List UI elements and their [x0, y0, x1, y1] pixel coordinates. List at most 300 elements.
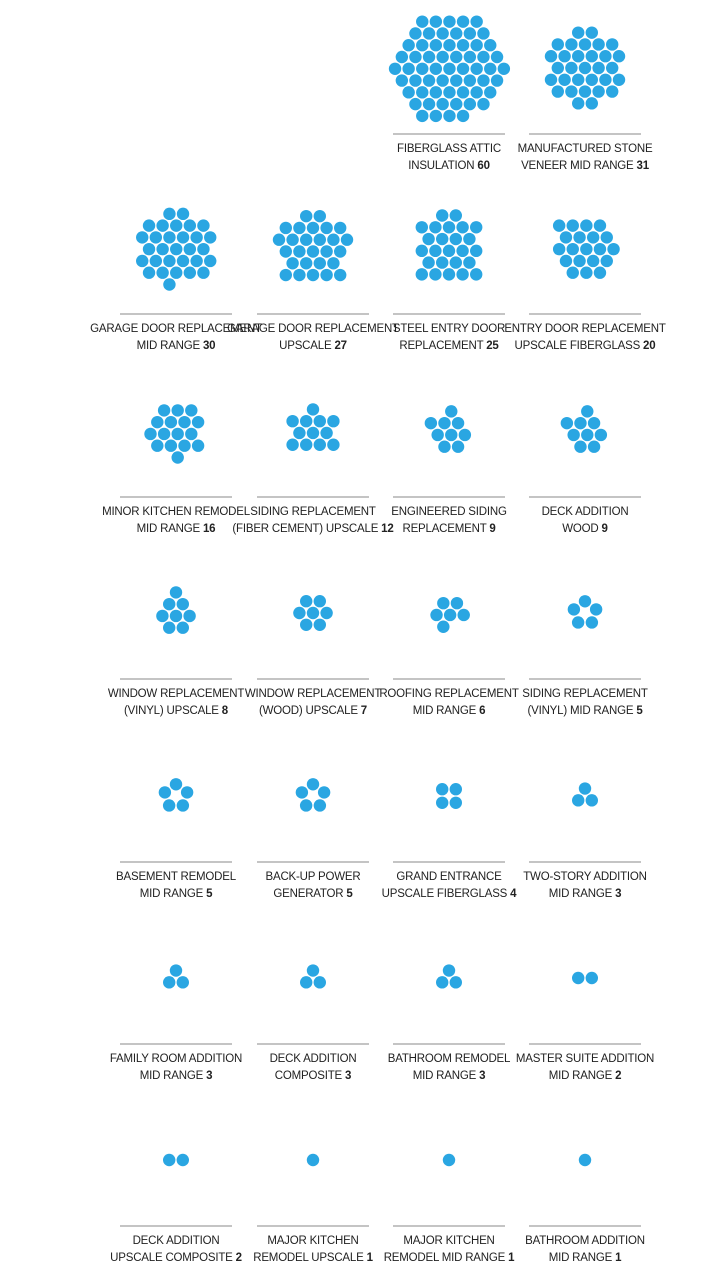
- bubble-dot: [607, 243, 619, 255]
- bubble-dot: [158, 428, 170, 440]
- item-label-text: REMODEL MID RANGE: [383, 1252, 509, 1264]
- bubble-dot: [190, 255, 202, 267]
- bubble-dot: [172, 404, 184, 416]
- item-label-line2: [384, 1252, 515, 1264]
- bubble-dot: [464, 74, 476, 86]
- bubble-dot: [431, 429, 443, 441]
- bubble-dot: [429, 245, 441, 257]
- bubble-dot: [450, 233, 462, 245]
- item-label-text: MID RANGE: [412, 1070, 480, 1082]
- bubble-dot: [409, 74, 421, 86]
- bubble-dot: [307, 245, 319, 257]
- dot-cluster: [425, 405, 471, 453]
- item-label-text: GENERATOR: [273, 888, 347, 900]
- bubble-dot: [307, 403, 319, 415]
- dot-cluster: [159, 778, 194, 812]
- bubble-dot: [307, 964, 319, 976]
- bubble-item: [108, 586, 244, 717]
- bubble-dot: [197, 219, 209, 231]
- bubble-dot: [151, 440, 163, 452]
- bubble-dot: [172, 451, 184, 463]
- bubble-dot: [587, 255, 599, 267]
- bubble-dot: [163, 976, 175, 988]
- bubble-dot: [436, 797, 448, 809]
- bubble-dot: [456, 245, 468, 257]
- item-label-text: WOOD: [562, 523, 602, 535]
- bubble-dot: [592, 85, 604, 97]
- item-label-line1: DECK ADDITION: [541, 506, 629, 518]
- bubble-dot: [197, 267, 209, 279]
- bubble-dot: [464, 27, 476, 39]
- item-label-line1: FIBERGLASS ATTIC: [397, 143, 501, 155]
- bubble-dot: [573, 231, 585, 243]
- bubble-dot: [552, 62, 564, 74]
- item-label-line2: [232, 523, 393, 535]
- item-value: 2: [235, 1252, 242, 1264]
- bubble-dot: [177, 208, 189, 220]
- item-label-text: (FIBER CEMENT) UPSCALE: [232, 523, 382, 535]
- bubble-dot: [320, 607, 332, 619]
- item-label-text: UPSCALE FIBERGLASS: [381, 888, 511, 900]
- bubble-dot: [300, 257, 312, 269]
- item-label-line1: WINDOW REPLACEMENT: [107, 688, 245, 700]
- bubble-dot: [402, 86, 414, 98]
- bubble-dot: [163, 278, 175, 290]
- bubble-dot: [579, 595, 591, 607]
- item-label-line2: [521, 160, 650, 172]
- bubble-dot: [273, 234, 285, 246]
- item-label-text: INSULATION: [408, 160, 478, 172]
- dot-cluster: [273, 210, 353, 281]
- item-value: 12: [381, 523, 394, 535]
- bubble-dot: [423, 74, 435, 86]
- bubble-dot: [572, 50, 584, 62]
- bubble-item: [245, 595, 381, 717]
- dot-cluster: [286, 403, 339, 451]
- bubble-dot: [450, 74, 462, 86]
- bubble-item: [529, 405, 641, 535]
- bubble-dot: [579, 1154, 591, 1166]
- item-label-line2: [137, 340, 216, 352]
- item-value: 1: [508, 1252, 515, 1264]
- dot-cluster: [307, 1154, 319, 1166]
- bubble-dot: [560, 231, 572, 243]
- bubble-dot: [484, 63, 496, 75]
- bubble-dot: [163, 799, 175, 811]
- bubble-dot: [177, 255, 189, 267]
- bubble-dot: [163, 1154, 175, 1166]
- item-value: 25: [486, 340, 499, 352]
- item-value: 27: [334, 340, 347, 352]
- bubble-item: [110, 964, 242, 1082]
- bubble-dot: [470, 86, 482, 98]
- bubble-dot: [300, 439, 312, 451]
- bubble-dot: [150, 231, 162, 243]
- dot-cluster: [572, 972, 598, 984]
- item-label-line1: SIDING REPLACEMENT: [522, 688, 648, 700]
- bubble-dot: [586, 616, 598, 628]
- dot-cluster: [389, 15, 510, 122]
- item-label-line2: [515, 340, 656, 352]
- bubble-dot: [293, 427, 305, 439]
- bubble-dot: [416, 110, 428, 122]
- bubble-dot: [565, 38, 577, 50]
- bubble-dot: [545, 74, 557, 86]
- item-label-line1: GARAGE DOOR REPLACEMENT: [227, 323, 399, 335]
- bubble-dot: [459, 429, 471, 441]
- bubble-dot: [280, 269, 292, 281]
- bubble-dot: [314, 257, 326, 269]
- dot-cluster: [163, 964, 189, 988]
- bubble-dot: [296, 786, 308, 798]
- bubble-dot: [430, 86, 442, 98]
- bubble-dot: [423, 27, 435, 39]
- dot-cluster: [300, 964, 326, 988]
- bubble-dot: [450, 797, 462, 809]
- bubble-dot: [422, 256, 434, 268]
- bubble-dot: [163, 255, 175, 267]
- bubble-dot: [163, 208, 175, 220]
- item-label-text: MID RANGE: [548, 888, 616, 900]
- bubble-dot: [136, 231, 148, 243]
- bubble-dot: [307, 607, 319, 619]
- bubble-dot: [601, 255, 613, 267]
- bubble-dot: [192, 416, 204, 428]
- bubble-dot: [579, 85, 591, 97]
- bubble-dot: [588, 441, 600, 453]
- bubble-dot: [594, 267, 606, 279]
- item-label-text: VENEER MID RANGE: [521, 160, 637, 172]
- bubble-dot: [429, 221, 441, 233]
- bubble-dot: [580, 243, 592, 255]
- item-label-line1: WINDOW REPLACEMENT: [244, 688, 382, 700]
- bubble-dot: [178, 416, 190, 428]
- bubble-item: [382, 783, 518, 900]
- bubble-dot: [286, 234, 298, 246]
- bubble-dot: [438, 441, 450, 453]
- item-label-line2: [549, 1070, 622, 1082]
- bubble-dot: [159, 786, 171, 798]
- bubble-dot: [450, 51, 462, 63]
- bubble-dot: [143, 219, 155, 231]
- bubble-dot: [184, 267, 196, 279]
- item-label-line2: [279, 340, 347, 352]
- bubble-item: [525, 1154, 645, 1264]
- bubble-dot: [314, 619, 326, 631]
- bubble-dot: [436, 783, 448, 795]
- item-label-line2: [382, 888, 518, 900]
- item-label-text: REPLACEMENT: [402, 523, 490, 535]
- item-label-line1: BATHROOM ADDITION: [525, 1235, 645, 1247]
- bubble-dot: [588, 417, 600, 429]
- dot-cluster: [572, 782, 598, 806]
- bubble-dot: [586, 26, 598, 38]
- bubble-dot: [443, 964, 455, 976]
- bubble-dot: [314, 976, 326, 988]
- bubble-dot: [150, 255, 162, 267]
- bubble-item: [102, 404, 251, 535]
- bubble-dot: [177, 799, 189, 811]
- bubble-dot: [314, 439, 326, 451]
- item-value: 20: [643, 340, 656, 352]
- item-label-line2: [402, 523, 495, 535]
- bubble-dot: [443, 221, 455, 233]
- bubble-dot: [437, 621, 449, 633]
- bubble-dot: [300, 234, 312, 246]
- bubble-dot: [592, 38, 604, 50]
- bubble-dot: [567, 429, 579, 441]
- item-value: 3: [345, 1070, 352, 1082]
- bubble-dot: [451, 597, 463, 609]
- bubble-dot: [581, 405, 593, 417]
- bubble-dot: [425, 417, 437, 429]
- bubble-dot: [177, 598, 189, 610]
- bubble-dot: [443, 15, 455, 27]
- bubble-dot: [443, 63, 455, 75]
- bubble-dot: [416, 245, 428, 257]
- bubble-dot: [573, 255, 585, 267]
- item-label-line2: [140, 888, 213, 900]
- bubble-dot: [416, 221, 428, 233]
- bubble-item: [388, 964, 511, 1082]
- bubble-dot: [185, 428, 197, 440]
- item-label-text: MID RANGE: [412, 705, 480, 717]
- bubble-dot: [423, 98, 435, 110]
- bubble-dot: [595, 429, 607, 441]
- bubble-dot: [484, 39, 496, 51]
- dot-cluster: [436, 964, 462, 988]
- bubble-dot: [587, 231, 599, 243]
- dot-cluster: [416, 209, 483, 280]
- item-label-text: UPSCALE COMPOSITE: [110, 1252, 236, 1264]
- bubble-dot: [307, 427, 319, 439]
- bubble-item: [504, 219, 665, 352]
- dot-cluster: [545, 26, 625, 109]
- bubble-dot: [422, 233, 434, 245]
- bubble-item: [516, 972, 654, 1082]
- bubble-dot: [314, 799, 326, 811]
- item-label-line2: [259, 705, 367, 717]
- item-label-text: REMODEL UPSCALE: [253, 1252, 367, 1264]
- item-label-line1: STEEL ENTRY DOOR: [392, 323, 506, 335]
- bubble-dot: [334, 222, 346, 234]
- bubble-dot: [590, 603, 602, 615]
- bubble-dot: [606, 38, 618, 50]
- bubble-dot: [545, 50, 557, 62]
- bubble-dot: [430, 609, 442, 621]
- bubble-dot: [293, 607, 305, 619]
- item-value: 7: [360, 705, 367, 717]
- item-value: 9: [601, 523, 608, 535]
- bubble-dot: [567, 267, 579, 279]
- bubble-dot: [574, 417, 586, 429]
- bubble-dot: [565, 62, 577, 74]
- bubble-dot: [491, 74, 503, 86]
- bubble-dot: [314, 415, 326, 427]
- bubble-dot: [170, 778, 182, 790]
- bubble-dot: [416, 63, 428, 75]
- item-label-text: UPSCALE: [279, 340, 335, 352]
- bubble-dot: [457, 63, 469, 75]
- bubble-dot: [156, 219, 168, 231]
- bubble-dot: [436, 27, 448, 39]
- dot-cluster: [568, 595, 603, 629]
- bubble-item: [391, 405, 507, 535]
- bubble-dot: [280, 222, 292, 234]
- bubble-dot: [443, 245, 455, 257]
- bubble-dot: [396, 74, 408, 86]
- bubble-dot: [204, 255, 216, 267]
- bubble-dot: [416, 268, 428, 280]
- dot-cluster: [293, 595, 333, 631]
- item-label-line2: [275, 1070, 351, 1082]
- bubble-dot: [484, 86, 496, 98]
- bubble-dot: [156, 243, 168, 255]
- bubble-dot: [184, 219, 196, 231]
- item-value: 6: [479, 705, 486, 717]
- bubble-dot: [477, 98, 489, 110]
- bubble-dot: [430, 63, 442, 75]
- bubble-dot: [300, 595, 312, 607]
- bubble-dot: [327, 234, 339, 246]
- bubble-dot: [456, 221, 468, 233]
- bubble-dot: [568, 603, 580, 615]
- bubble-dot: [560, 255, 572, 267]
- bubble-dot: [280, 245, 292, 257]
- bubble-item: [253, 1154, 373, 1264]
- bubble-dot: [430, 110, 442, 122]
- bubble-dot: [452, 441, 464, 453]
- bubble-dot: [165, 416, 177, 428]
- item-label-line1: GARAGE DOOR REPLACEMENT: [90, 323, 262, 335]
- item-label-line2: [562, 523, 607, 535]
- dot-cluster: [430, 597, 470, 633]
- bubble-item: [232, 403, 393, 535]
- item-label-line1: MAJOR KITCHEN: [403, 1235, 495, 1247]
- item-label-line2: [137, 523, 216, 535]
- bubble-dot: [185, 404, 197, 416]
- item-label-line1: FAMILY ROOM ADDITION: [109, 1053, 243, 1065]
- bubble-dot: [592, 62, 604, 74]
- bubble-dot: [445, 405, 457, 417]
- bubble-dot: [450, 27, 462, 39]
- bubble-dot: [177, 1154, 189, 1166]
- bubble-dot: [457, 15, 469, 27]
- bubble-dot: [190, 231, 202, 243]
- bubble-dot: [445, 429, 457, 441]
- bubble-dot: [586, 972, 598, 984]
- bubble-dot: [151, 416, 163, 428]
- bubble-dot: [456, 268, 468, 280]
- bubble-dot: [558, 74, 570, 86]
- bubble-dot: [172, 428, 184, 440]
- bubble-dot: [450, 976, 462, 988]
- bubble-dot: [450, 256, 462, 268]
- bubble-dot: [409, 98, 421, 110]
- bubble-dot: [300, 799, 312, 811]
- item-label-text: (VINYL) UPSCALE: [124, 705, 222, 717]
- bubble-dot: [450, 209, 462, 221]
- item-label-line1: TWO-STORY ADDITION: [523, 871, 647, 883]
- bubble-dot: [470, 39, 482, 51]
- item-label-text: MID RANGE: [548, 1070, 616, 1082]
- bubble-dot: [286, 439, 298, 451]
- item-value: 31: [636, 160, 649, 172]
- bubble-dot: [553, 243, 565, 255]
- item-label-line1: BACK-UP POWER: [265, 871, 361, 883]
- bubble-dot: [586, 794, 598, 806]
- bubble-dot: [572, 97, 584, 109]
- bubble-dot: [170, 586, 182, 598]
- bubble-dot: [402, 39, 414, 51]
- bubble-dot: [197, 243, 209, 255]
- bubble-dot: [599, 74, 611, 86]
- item-label-line2: [408, 160, 490, 172]
- item-label-line2: [124, 705, 229, 717]
- bubble-dot: [567, 219, 579, 231]
- item-label-text: COMPOSITE: [274, 1070, 345, 1082]
- bubble-dot: [396, 51, 408, 63]
- dot-cluster: [136, 208, 216, 291]
- bubble-dot: [498, 63, 510, 75]
- item-label-line2: [413, 1070, 486, 1082]
- bubble-dot: [416, 15, 428, 27]
- bubble-dot: [567, 243, 579, 255]
- bubble-dot: [170, 219, 182, 231]
- item-label-line2: [413, 705, 486, 717]
- bubble-dot: [594, 219, 606, 231]
- bubble-dot: [165, 440, 177, 452]
- bubble-dot: [464, 51, 476, 63]
- bubble-dot: [286, 257, 298, 269]
- bubble-dot: [558, 50, 570, 62]
- bubble-dot: [579, 782, 591, 794]
- bubble-dot: [594, 243, 606, 255]
- bubble-dot: [327, 415, 339, 427]
- dot-cluster: [436, 783, 462, 809]
- bubble-dot: [457, 86, 469, 98]
- bubble-dot: [613, 50, 625, 62]
- bubble-dot: [184, 243, 196, 255]
- item-label-line1: ROOFING REPLACEMENT: [379, 688, 519, 700]
- dot-cluster: [579, 1154, 591, 1166]
- bubble-dot: [565, 85, 577, 97]
- bubble-dot: [463, 233, 475, 245]
- bubble-dot: [457, 39, 469, 51]
- bubble-item: [379, 597, 519, 717]
- bubble-dot: [477, 51, 489, 63]
- bubble-dot: [599, 50, 611, 62]
- bubble-dot: [463, 256, 475, 268]
- bubble-dot: [204, 231, 216, 243]
- bubble-item: [110, 1154, 242, 1264]
- bubble-dot: [443, 39, 455, 51]
- item-label-line1: ENTRY DOOR REPLACEMENT: [504, 323, 666, 335]
- bubble-dot: [307, 222, 319, 234]
- bubble-dot: [436, 51, 448, 63]
- bubble-item: [518, 26, 653, 172]
- item-value: 3: [206, 1070, 213, 1082]
- bubble-dot: [334, 245, 346, 257]
- bubble-dot: [430, 15, 442, 27]
- bubble-dot: [443, 1154, 455, 1166]
- bubble-dot: [438, 417, 450, 429]
- bubble-dot: [320, 427, 332, 439]
- bubble-dot: [450, 98, 462, 110]
- bubble-dot: [314, 210, 326, 222]
- bubble-item: [393, 209, 505, 352]
- bubble-dot: [491, 51, 503, 63]
